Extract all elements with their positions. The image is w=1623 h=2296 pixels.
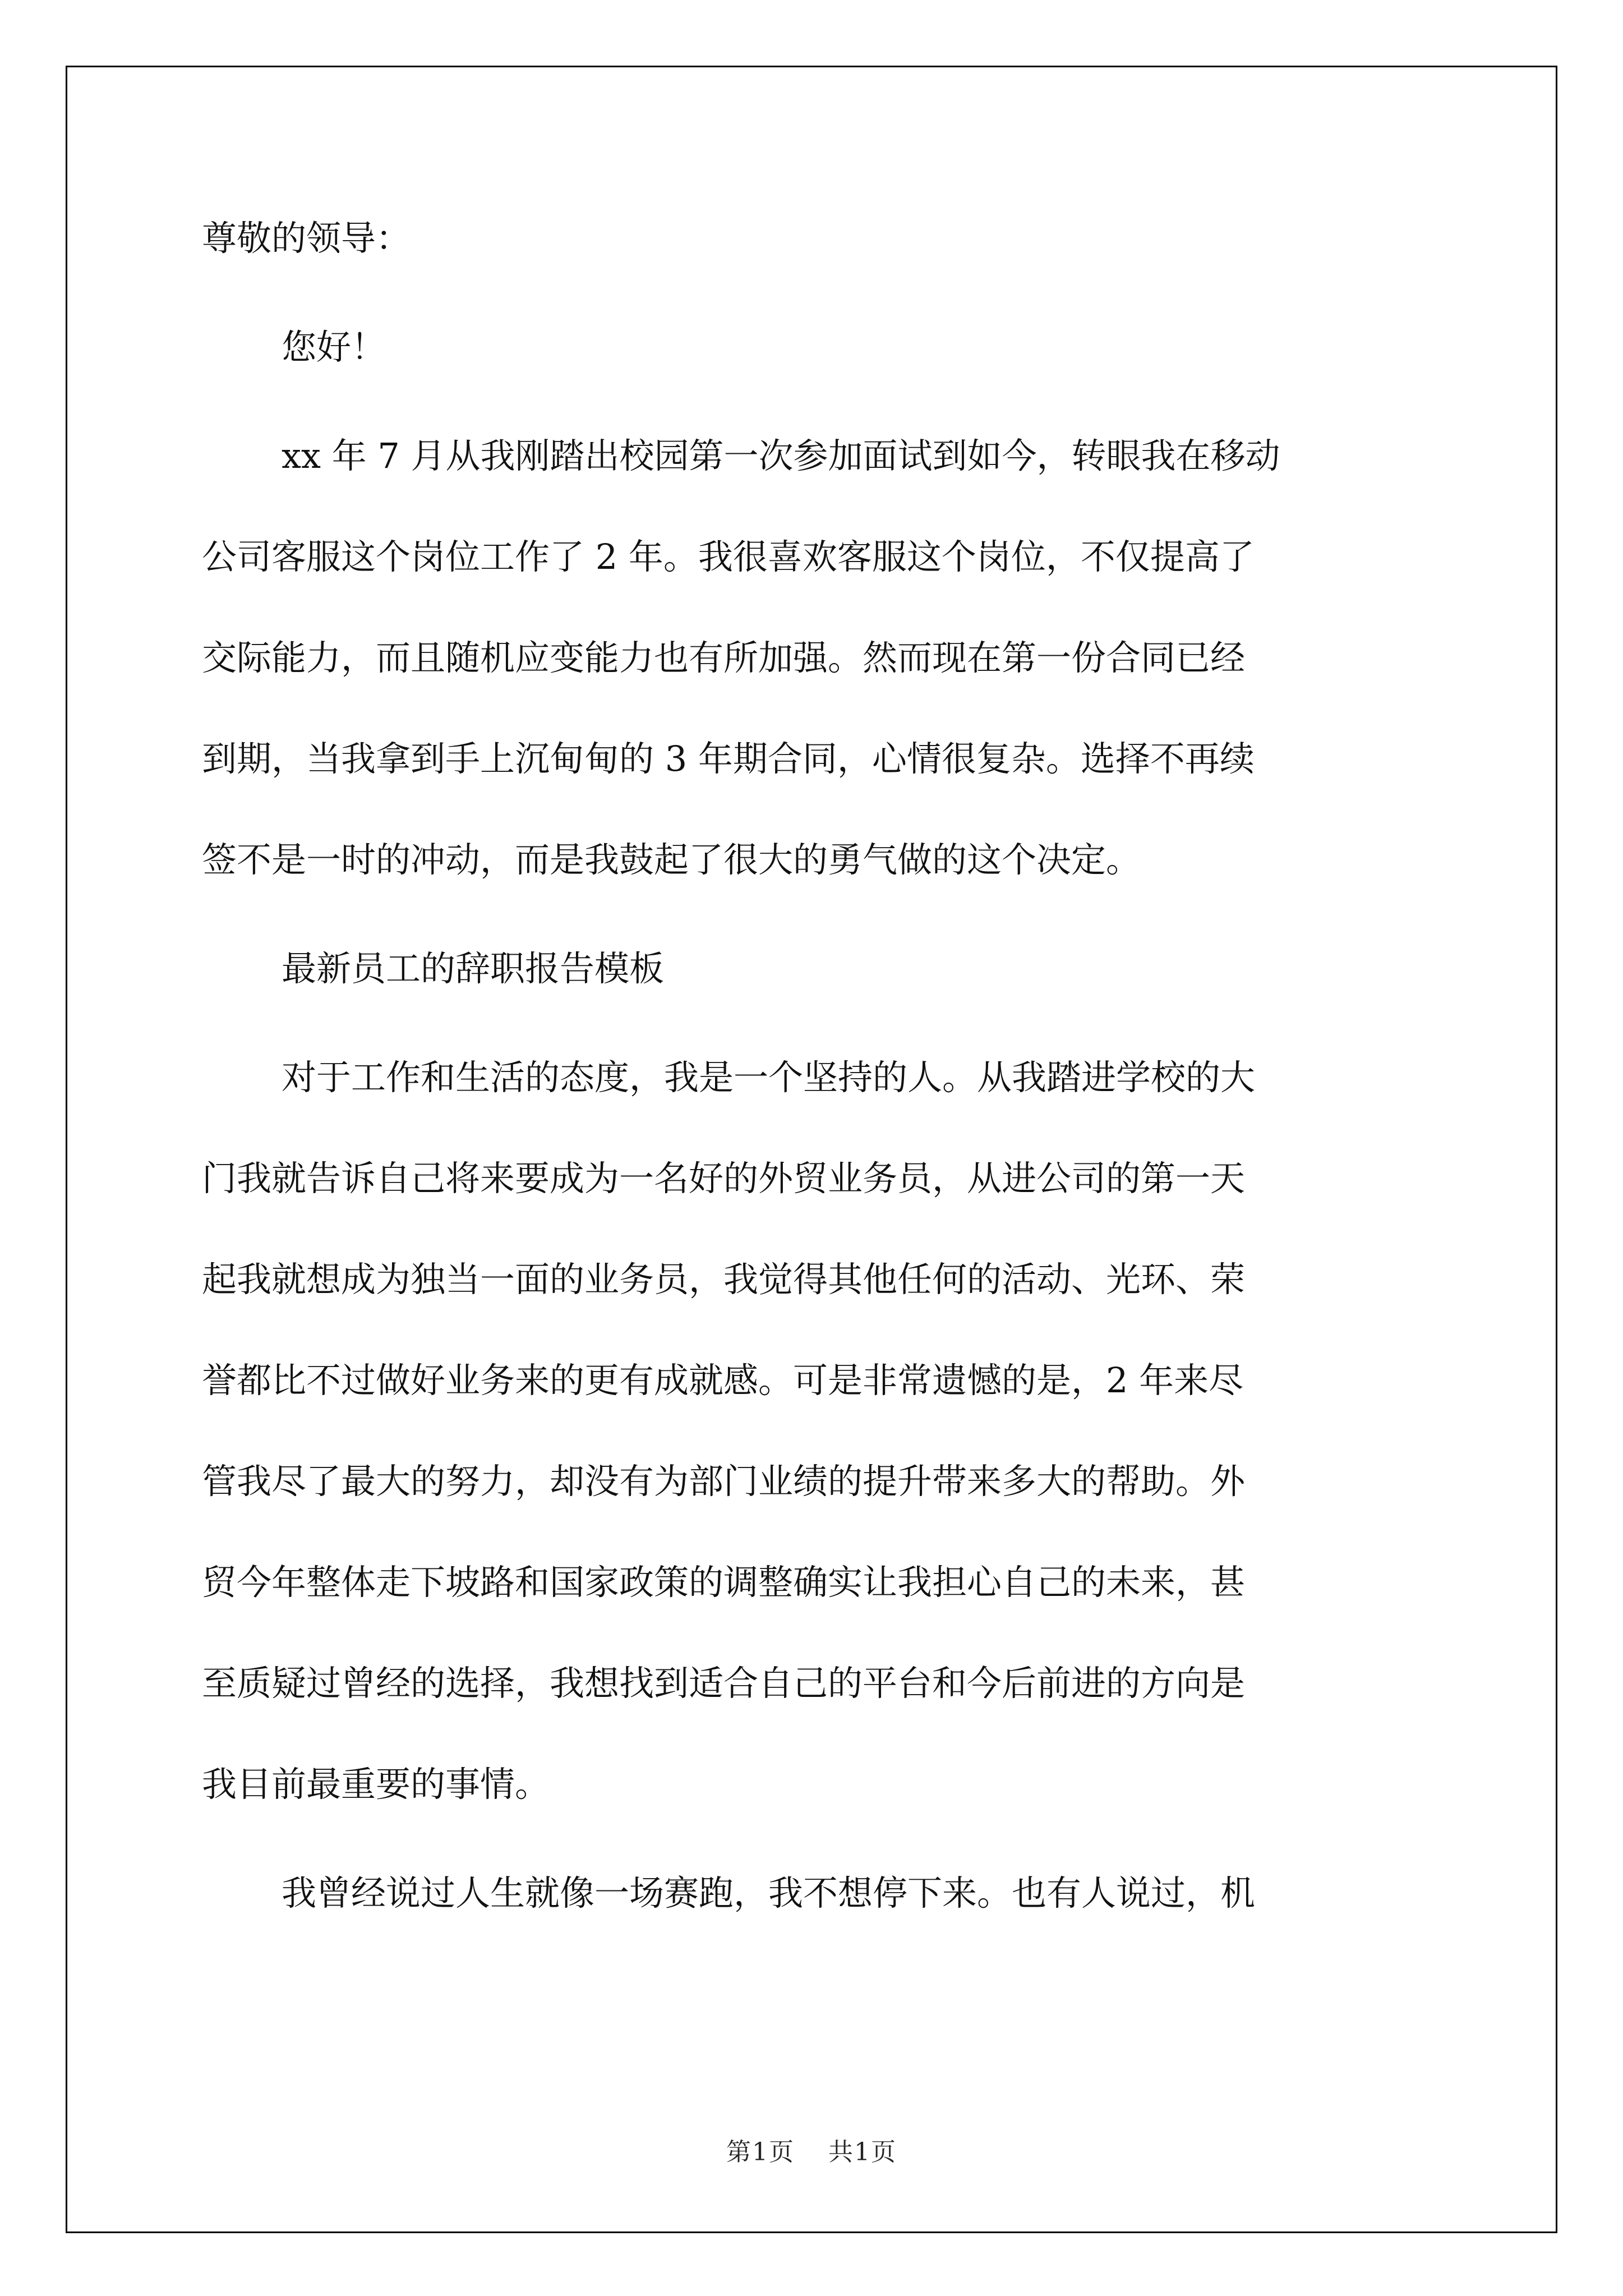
- paragraph-line: 公司客服这个岗位工作了 2 年。我很喜欢客服这个岗位，不仅提高了: [202, 536, 1255, 577]
- paragraph-line: 起我就想成为独当一面的业务员，我觉得其他任何的活动、光环、荣: [202, 1259, 1246, 1300]
- paragraph-line: 交际能力，而且随机应变能力也有所加强。然而现在第一份合同已经: [202, 637, 1246, 678]
- document-body: [202, 188, 1430, 1944]
- paragraph-2: [202, 1027, 1430, 1835]
- page-footer: [0, 2132, 1623, 2168]
- paragraph-3: [202, 1843, 1430, 1944]
- paragraph-line: 誉都比不过做好业务来的更有成就感。可是非常遗憾的是，2 年来尽: [202, 1360, 1244, 1401]
- paragraph-line: 到期，当我拿到手上沉甸甸的 3 年期合同，心情很复杂。选择不再续: [202, 738, 1255, 779]
- paragraph-line: 我曾经说过人生就像一场赛跑，我不想停下来。也有人说过，机: [282, 1872, 1256, 1913]
- paragraph-1: [202, 406, 1430, 910]
- paragraph-line: 贸今年整体走下坡路和国家政策的调整确实让我担心自己的未来，甚: [202, 1562, 1246, 1603]
- paragraph-line: 对于工作和生活的态度，我是一个坚持的人。从我踏进学校的大: [282, 1057, 1256, 1098]
- page-number-current: 第1页: [726, 2138, 795, 2166]
- paragraph-line: 至质疑过曾经的选择，我想找到适合自己的平台和今后前进的方向是: [202, 1663, 1246, 1704]
- page-number-total: 共1页: [828, 2138, 897, 2166]
- paragraph-line: 管我尽了最大的努力，却没有为部门业绩的提升带来多大的帮助。外: [202, 1461, 1246, 1502]
- paragraph-line: 签不是一时的冲动，而是我鼓起了很大的勇气做的这个决定。: [202, 839, 1141, 880]
- greeting: 您好！: [282, 326, 386, 367]
- paragraph-line: 我目前最重要的事情。: [202, 1764, 550, 1805]
- salutation: 尊敬的领导：: [202, 218, 411, 259]
- paragraph-line: xx 年 7 月从我刚踏出校园第一次参加面试到如今，转眼我在移动: [282, 435, 1280, 476]
- section-heading: 最新员工的辞职报告模板: [282, 948, 665, 989]
- paragraph-line: 门我就告诉自己将来要成为一名好的外贸业务员，从进公司的第一天: [202, 1158, 1246, 1199]
